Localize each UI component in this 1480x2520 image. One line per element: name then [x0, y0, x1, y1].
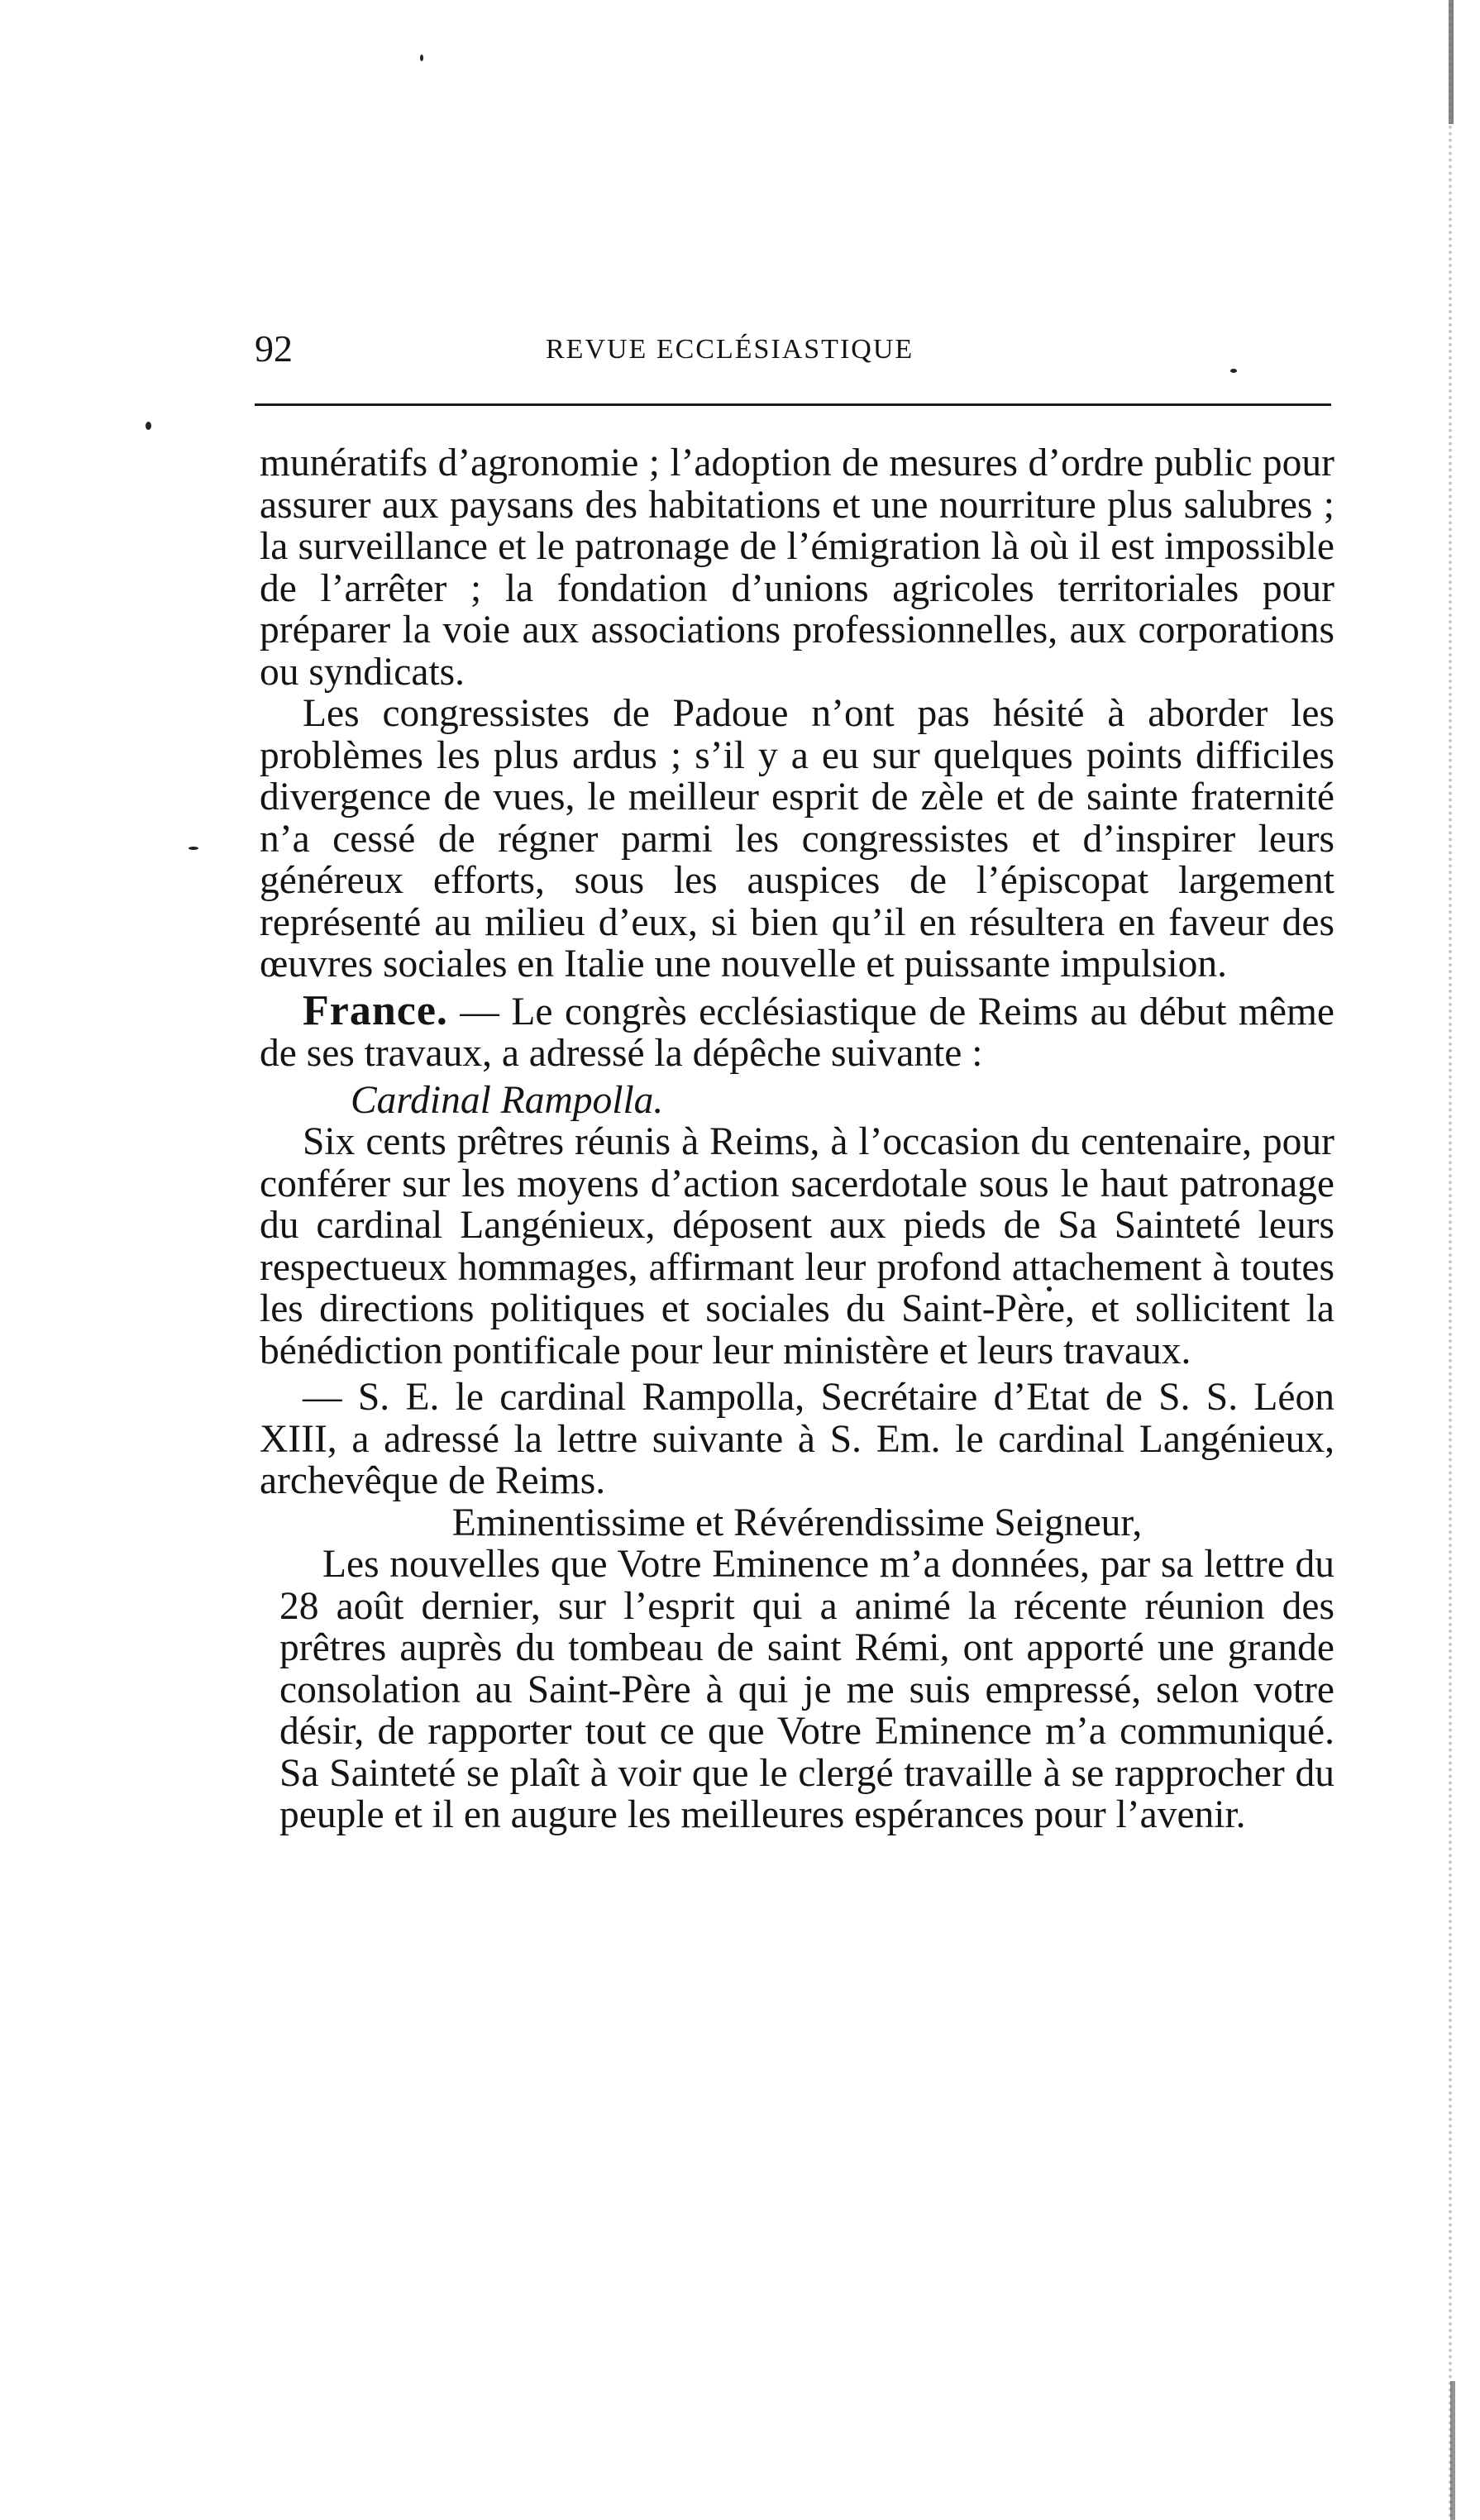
scan-speck	[189, 847, 198, 850]
page-edge-dots	[1449, 0, 1452, 2520]
paragraph-padoue-congress: Les congressistes de Padoue n’ont pas hésité à aborder les problèmes les plus ardus ; s’il y a eu sur quelques points difficiles divergence de vues, le meilleur esprit de zèle et de sainte fraternité n’a cessé de régner parmi les congressistes et d’inspirer leurs généreux efforts, sous les auspices de l’épiscopat largement représenté au milieu d’eux, si bien qu’il en résultera en faveur des œuvres sociales en Italie une nouvelle et puissante impulsion.	[260, 692, 1334, 986]
section-lead-france: France.	[303, 986, 448, 1034]
paragraph-france	[260, 986, 1334, 1075]
letter-greeting: Eminentissime et Révérendissime Seigneur,	[451, 1501, 1143, 1544]
page-number: 92	[255, 327, 293, 370]
paragraph-rampolla-letter-intro: — S. E. le cardinal Rampolla, Secrétaire d’Etat de S. S. Léon XIII, a adressé la lettre suivante à S. Em. le cardinal Langénieux, archevêque de Reims.	[260, 1376, 1334, 1502]
paragraph-letter-body: Les nouvelles que Votre Eminence m’a données, par sa lettre du 28 août dernier, sur l’esprit qui a animé la récente réunion des prêtres auprès du tombeau de saint Rémi, ont apporté une grande consolation au Saint-Père à qui je me suis empressé, selon votre désir, de rapporter tout ce que Votre Eminence m’a communiqué. Sa Sainteté se plaît à voir que le clergé travaille à se rapprocher du peuple et il en augure les meilleures espérances pour l’avenir.	[279, 1543, 1334, 1836]
running-title: REVUE ECCLÉSIASTIQUE	[546, 334, 914, 365]
body-text	[260, 442, 1334, 1836]
paragraph-continuation: munératifs d’agronomie ; l’adoption de mesures d’ordre public pour assurer aux paysans des habitations et une nourriture plus salubres ; la surveillance et le patronage de l’émigration là où il est impossible de l’arrêter ; la fondation d’unions agricoles territoriales pour préparer la voie aux associations professionnelles, aux corporations ou syndicats.	[260, 441, 1334, 694]
page-edge-shadow-bottom	[1450, 2381, 1455, 2520]
paragraph-france-text: — Le congrès ecclésiastique de Reims au début même de ses travaux, a adressé la dépêche suivante :	[260, 990, 1334, 1075]
page-header	[255, 324, 1331, 382]
paragraph-telegram: Six cents prêtres réunis à Reims, à l’occasion du centenaire, pour conférer sur les moyens d’action sacerdotale sous le haut patronage du cardinal Langénieux, déposent aux pieds de Sa Sainteté leurs respectueux hommages, affirmant leur profond attachement à toutes les directions politiques et sociales du Saint-Père, et sollicitent la bénédiction pontificale pour leur ministère et leurs travaux.	[260, 1120, 1334, 1372]
telegram-addressee: Cardinal Rampolla.	[351, 1078, 664, 1122]
scan-speck	[420, 55, 423, 61]
scan-speck	[146, 422, 151, 430]
header-rule	[255, 403, 1331, 406]
